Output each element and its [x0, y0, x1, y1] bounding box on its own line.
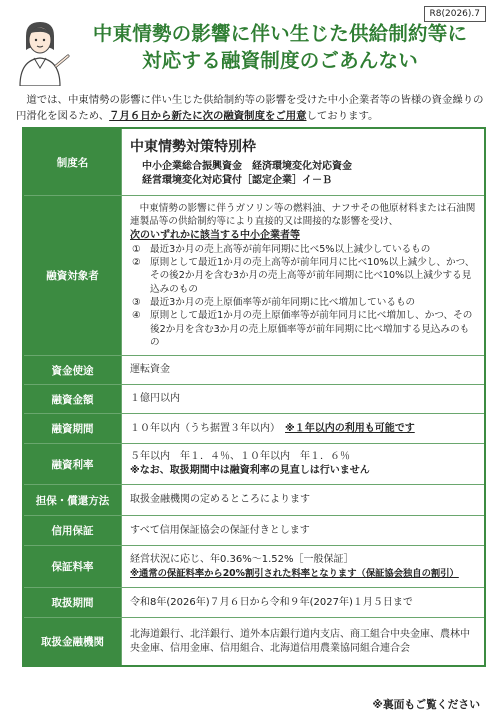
- row-label: 信用保証: [24, 516, 122, 545]
- row-label: 制度名: [24, 129, 122, 195]
- guarantee-rate-note: ※通常の保証料率から20%割引された料率となります（保証協会独自の割引）: [130, 567, 459, 579]
- criterion-item: [130, 309, 476, 349]
- criterion-number: ②: [132, 257, 141, 269]
- criterion-item: [130, 296, 476, 309]
- criterion-item: [130, 243, 476, 256]
- intro-emphasis: ７月６日から新たに次の融資制度をご用意: [109, 110, 307, 122]
- row-label: 融資利率: [24, 444, 122, 484]
- row-value: 令和8年(2026年)７月６日から令和９年(2027年)１月５日まで: [130, 596, 413, 608]
- document-code: R8(2026).7: [424, 6, 487, 22]
- row-eligibility: [24, 195, 484, 355]
- interest-rate-note: ※なお、取扱期間中は融資利率の見直しは行いません: [130, 465, 370, 476]
- interest-rate-text: ５年以内 年１．４％、１０年以内 年１．６％: [130, 451, 350, 462]
- loan-info-table: [22, 127, 486, 667]
- row-label: 資金使途: [24, 356, 122, 384]
- row-value: 運転資金: [130, 364, 170, 375]
- criterion-text: 最近3か月の売上原価率等が前年同期に比べ増加しているもの: [150, 297, 416, 308]
- row-guarantee-rate: [24, 545, 484, 587]
- row-label: 取扱金融機関: [24, 618, 122, 665]
- eligibility-intro: 中東情勢の影響に伴うガソリン等の燃料油、ナフサその他原材料または石油関連製品等の供給制約等により直接的又は間接的な影響を受け、: [130, 202, 476, 228]
- row-value: [122, 546, 484, 587]
- criterion-number: ①: [132, 243, 141, 255]
- program-name: 中東情勢対策特別枠: [130, 138, 256, 155]
- row-loan-amount: [24, 384, 484, 413]
- program-sub-1: 中小企業総合振興資金 経済環境変化対応資金: [142, 160, 352, 172]
- row-collateral: [24, 484, 484, 515]
- row-value: 取扱金融機関の定めるところによります: [130, 494, 310, 505]
- row-program-name: [24, 129, 484, 195]
- row-label: 取扱期間: [24, 588, 122, 617]
- criterion-text: 最近3か月の売上高等が前年同期に比べ5%以上減少しているもの: [150, 243, 431, 255]
- criterion-number: ③: [132, 297, 141, 308]
- title-line-2: 対応する融資制度のごあんない: [142, 49, 418, 72]
- intro-paragraph: [16, 92, 488, 124]
- loan-period-note: ※１年以内の利用も可能です: [285, 422, 415, 434]
- row-value: 北海道銀行、北洋銀行、道外本店銀行道内支店、商工組合中央金庫、農林中央金庫、信用金庫、信用組合、北海道信用農業協同組合連合会: [130, 628, 470, 654]
- row-credit-guarantee: [24, 515, 484, 545]
- criterion-text: 原則として最近1か月の売上原価率等が前年同月に比べ増加し、かつ、その後2か月を含む3か月の売上原価率等が前年同期に比べ増加する見込みのもの: [150, 310, 473, 348]
- row-handling-period: [24, 587, 484, 617]
- row-label: 担保・償還方法: [24, 485, 122, 515]
- eligibility-head: 次のいずれかに該当する中小企業者等: [130, 229, 300, 241]
- row-label: 融資金額: [24, 385, 122, 413]
- header: [0, 8, 500, 86]
- intro-tail: しております。: [306, 110, 379, 122]
- criterion-item: [130, 256, 476, 296]
- intro-text: 道では、中東情勢の影響に伴い生じた供給制約等の影響を受けた中小企業者等の皆様の資金繰りの円滑化を図るため、: [16, 94, 484, 122]
- guarantee-rate-text: 経営状況に応じ、年0.36%～1.52%［一般保証］: [130, 553, 354, 565]
- row-loan-period: [24, 413, 484, 443]
- criterion-text: 原則として最近1か月の売上高等が前年同月に比べ10%以上減少し、かつ、その後2か月を含む3か月の売上高等が前年同期に比べ10%以上減少する見込みのもの: [150, 257, 475, 295]
- person-pointing-icon: [8, 16, 72, 86]
- row-label: 保証料率: [24, 546, 122, 587]
- row-value: [122, 129, 484, 195]
- loan-period-text: １０年以内（うち据置３年以内）: [130, 422, 275, 434]
- row-institutions: [24, 617, 484, 665]
- title-line-1: 中東情勢の影響に伴い生じた供給制約等に: [92, 22, 468, 45]
- back-page-note: ※裏面もご覧ください: [372, 698, 480, 711]
- row-value: [122, 414, 484, 443]
- row-value: すべて信用保証協会の保証付きとします: [130, 524, 310, 536]
- program-sub-2: 経営環境変化対応貸付［認定企業］イ－Ｂ: [142, 174, 332, 186]
- row-interest-rate: [24, 443, 484, 484]
- criterion-number: ④: [132, 310, 141, 322]
- row-label: 融資期間: [24, 414, 122, 443]
- row-fund-use: [24, 355, 484, 384]
- page-title: [70, 20, 490, 74]
- row-value: [122, 196, 484, 355]
- row-value: １億円以内: [130, 393, 180, 404]
- row-label: 融資対象者: [24, 196, 122, 355]
- row-value: [122, 444, 484, 484]
